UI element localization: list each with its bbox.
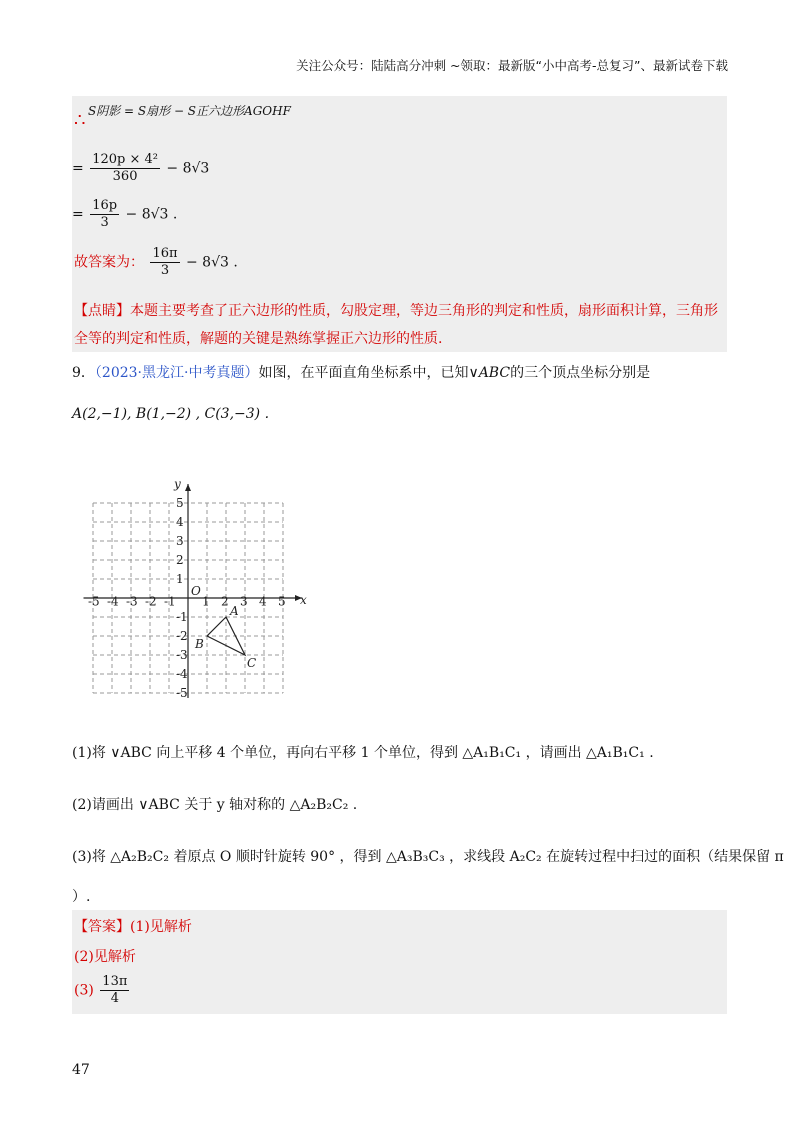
calc-step-1-denominator: 360 (112, 169, 138, 184)
coordinate-plane-svg (80, 468, 320, 698)
question-part-1: (1)将 ∨ABC 向上平移 4 个单位，再向右平移 1 个单位，得到 △A₁B₁C₁ ，请画出 △A₁B₁C₁ . (72, 745, 654, 761)
question-triangle: ∨ABC (468, 365, 511, 381)
answer-part-2: (2)见解析 (74, 949, 136, 965)
question-number: 9． (72, 365, 95, 381)
y-tick-label: -2 (176, 629, 188, 643)
question-intro-text: 如图，在平面直角坐标系中，已知 (258, 365, 469, 381)
y-tick-label: 5 (176, 496, 184, 510)
coordinate-grid (80, 468, 320, 698)
x-tick-label: 3 (240, 594, 248, 609)
y-axis-label: y (174, 477, 181, 491)
question-source: （2023·黑龙江·中考真题） (94, 365, 259, 381)
comment-tag: 【点睛】 (74, 303, 130, 319)
answer-panel (72, 910, 727, 1014)
y-tick-label: 2 (176, 553, 184, 567)
solution-panel (72, 96, 727, 352)
question-intro-tail: 的三个顶点坐标分别是 (510, 365, 651, 381)
page-number: 47 (72, 1062, 90, 1078)
y-tick-label: 4 (176, 515, 184, 529)
comment-text-1: 本题主要考查了正六边形的性质，勾股定理，等边三角形的判定和性质，扇形面积计算，三角形 (130, 303, 718, 319)
question-intro (72, 362, 650, 382)
answer-numerator: 16π (152, 246, 178, 261)
calc-step-2-tail: − 8√3 . (125, 206, 178, 223)
page-header: 关注公众号：陆陆高分冲刺 ~领取：最新版“小中高考-总复习”、最新试卷下载 (296, 58, 728, 73)
point-label-c: C (247, 656, 257, 670)
x-tick-label: 2 (221, 594, 229, 609)
answer-denominator: 3 (160, 263, 170, 278)
answer-part-3-prefix: (3) (74, 982, 94, 999)
question-part-2: (2)请画出 ∨ABC 关于 y 轴对称的 △A₂B₂C₂ . (72, 797, 358, 813)
x-tick-label: 1 (202, 594, 210, 609)
y-tick-label: 3 (176, 534, 184, 548)
calc-step-1: = $\frac{\text{120p × 4²}}{360}$ − 8√3 (72, 152, 210, 184)
y-axis-arrow (185, 484, 191, 491)
answer-tag: 【答案】 (74, 919, 130, 935)
answer-part-1: (1)见解析 (130, 919, 192, 935)
answer-line-1 (74, 916, 192, 936)
answer-part-3-numerator: 13π (102, 974, 128, 989)
x-tick-label: -2 (145, 594, 157, 609)
therefore-symbol: ∴ (74, 110, 86, 131)
question-coordinates: A(2,−1), B(1,−2) , C(3,−3) . (72, 406, 270, 422)
answer-part-3 (74, 974, 131, 1007)
x-tick-label: 4 (259, 594, 267, 609)
x-tick-label: 5 (278, 594, 286, 609)
x-tick-label: -1 (164, 594, 176, 609)
x-tick-label: -5 (88, 594, 100, 609)
calc-step-2: = $\frac{16p}{3}$ − 8√3 . (72, 198, 178, 230)
calc-step-1-numerator: 120p × 4² (92, 152, 158, 167)
area-formula: S阴影 = S扇形 − S正六边形AGOHF (88, 104, 291, 118)
answer-part-3-denominator: 4 (110, 991, 119, 1006)
question-part-3-end: ）. (72, 889, 91, 905)
y-tick-label: -4 (176, 667, 188, 681)
y-tick-label: 1 (176, 572, 184, 586)
calc-step-2-denominator: 3 (100, 215, 109, 230)
y-tick-label: -5 (176, 686, 188, 698)
comment-line-2: 全等的判定和性质，解题的关键是熟练掌握正六边形的性质. (74, 331, 443, 347)
question-part-3: (3)将 △A₂B₂C₂ 着原点 O 顺时针旋转 90° ，得到 △A₃B₃C₃ ，求线段 A₂C₂ 在旋转过程中扫过的面积（结果保留 π (72, 849, 784, 865)
x-tick-label: -4 (107, 594, 119, 609)
calc-step-2-numerator: 16p (92, 198, 118, 213)
answer-prefix: 故答案为： (74, 254, 144, 271)
point-label-b: B (195, 637, 204, 651)
final-answer (74, 246, 238, 279)
x-tick-label: -3 (126, 594, 138, 609)
x-axis-label: x (300, 593, 307, 607)
y-tick-label: -1 (176, 610, 188, 624)
answer-tail: − 8√3 . (186, 254, 238, 271)
calc-step-1-tail: − 8√3 (166, 160, 210, 177)
point-label-a: A (230, 604, 239, 618)
y-tick-label: -3 (176, 648, 188, 662)
origin-label: O (191, 584, 201, 598)
comment-line-1 (74, 300, 718, 320)
